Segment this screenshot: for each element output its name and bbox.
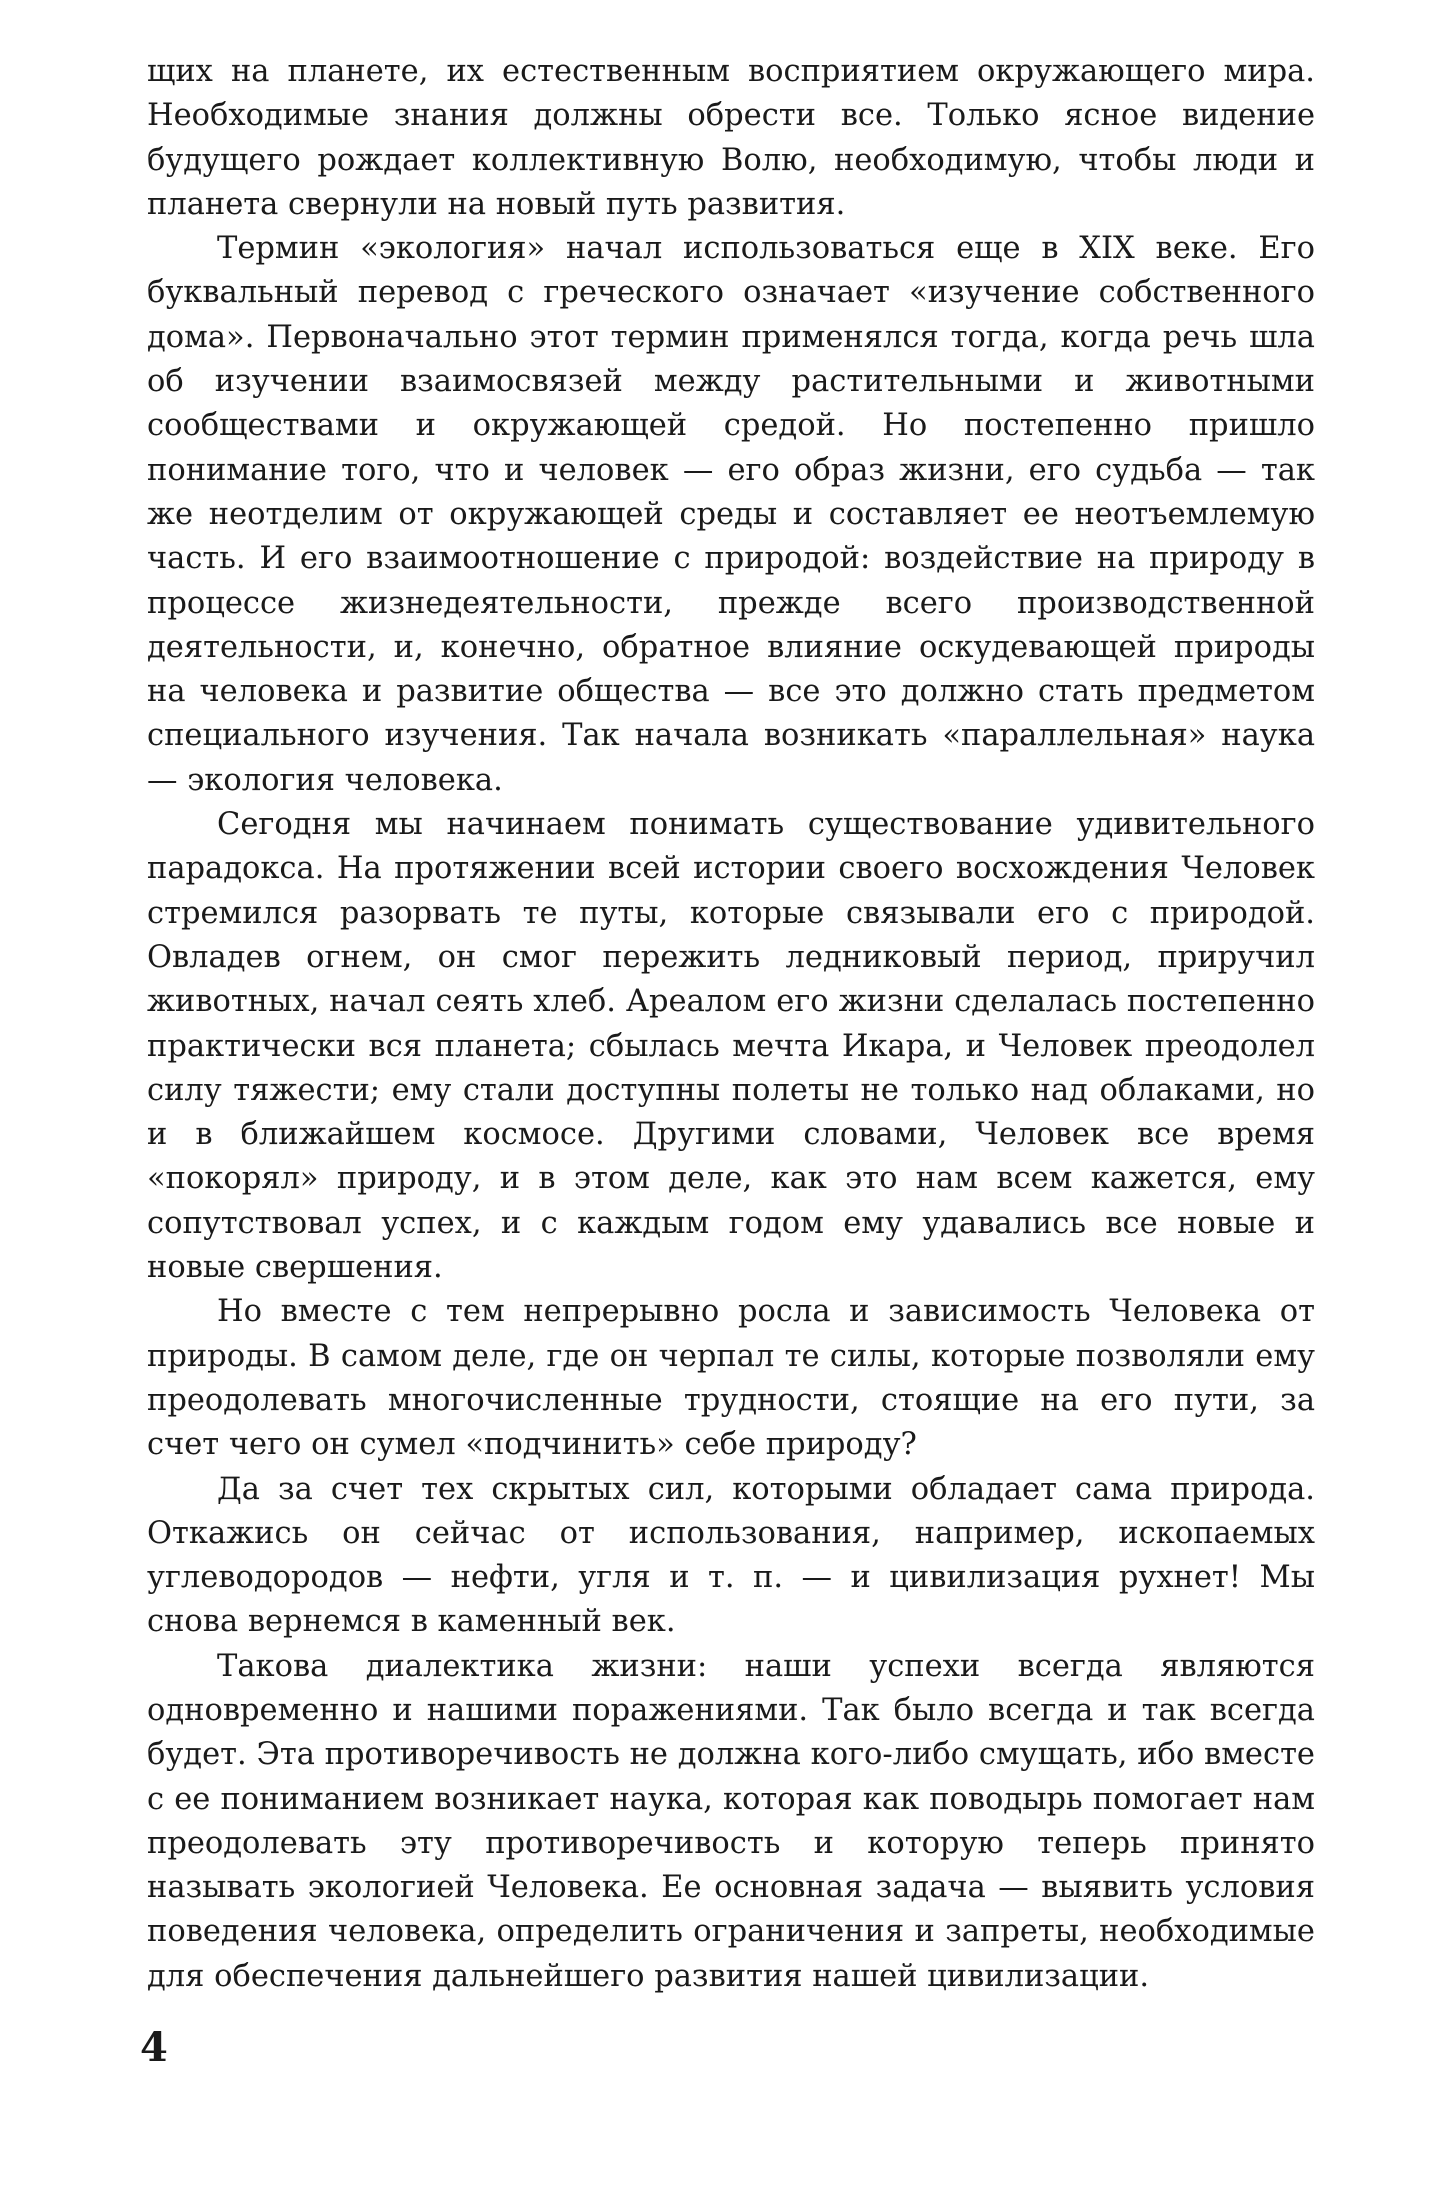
paragraph-continuation: щих на планете, их естественным восприятием окружающего мира. Необходимые знания должны обрести все. Только ясное видение будущего рождает коллективную Волю, необходимую, чтобы люди и планета свернули на новый путь развития. <box>147 54 1315 222</box>
paragraph-ecology-term: Термин «экология» начал использоваться еще в XIX веке. Его буквальный перевод с греческого означает «изучение собственного дома». Первоначально этот термин применялся тогда, когда речь шла об изучении взаимосвязей между растительными и животными сообществами и окружающей средой. Но постепенно пришло понимание того, что и человек — его образ жизни, его судьба — так же неотделим от окружающей среды и составляет ее неотъемлемую часть. И его взаимоотношение с природой: воздействие на природу в процессе жизнедеятельности, прежде всего производственной деятельности, и, конечно, обратное влияние оскудевающей природы на человека и развитие общества — все это должно стать предметом специального изучения. Так начала возникать «параллельная» наука — экология человека. <box>147 231 1315 798</box>
paragraph-hidden-forces: Да за счет тех скрытых сил, которыми обладает сама природа. Откажись он сейчас от использования, например, ископаемых углеводородов — нефти, угля и т. п. — и цивилизация рухнет! Мы снова вернемся в каменный век. <box>147 1471 1315 1640</box>
paragraph-dialectic: Такова диалектика жизни: наши успехи всегда являются одновременно и нашими поражениями. Так было всегда и так всегда будет. Эта противоречивость не должна кого-либо смущать, ибо вместе с ее пониманием возникает наука, которая как поводырь помогает нам преодолевать эту противоречивость и которую теперь принято называть экологией Человека. Ее основная задача — выявить условия поведения человека, определить ограничения и запреты, необходимые для обеспечения дальнейшего развития нашей цивилизации. <box>147 1648 1315 1994</box>
paragraph-dependence: Но вместе с тем непрерывно росла и зависимость Человека от природы. В самом деле, где он черпал те силы, которые позволяли ему преодолевать многочисленные трудности, стоящие на его пути, за счет чего он сумел «подчинить» себе природу? <box>147 1294 1315 1463</box>
paragraph-paradox: Сегодня мы начинаем понимать существование удивительного парадокса. На протяжении всей истории своего восхождения Человек стремился разорвать те путы, которые связывали его с природой. Овладев огнем, он смог пережить ледниковый период, приручил животных, начал сеять хлеб. Ареалом его жизни сделалась постепенно практически вся планета; сбылась мечта Икара, и Человек преодолел силу тяжести; ему стали доступны полеты не только над облаками, но и в ближайшем космосе. Другими словами, Человек все время «покорял» природу, и в этом деле, как это нам всем кажется, ему сопутствовал успех, и с каждым годом ему удавались все новые и новые свершения. <box>147 807 1315 1286</box>
body-text <box>147 50 1315 1999</box>
page-number: 4 <box>140 2024 168 2071</box>
